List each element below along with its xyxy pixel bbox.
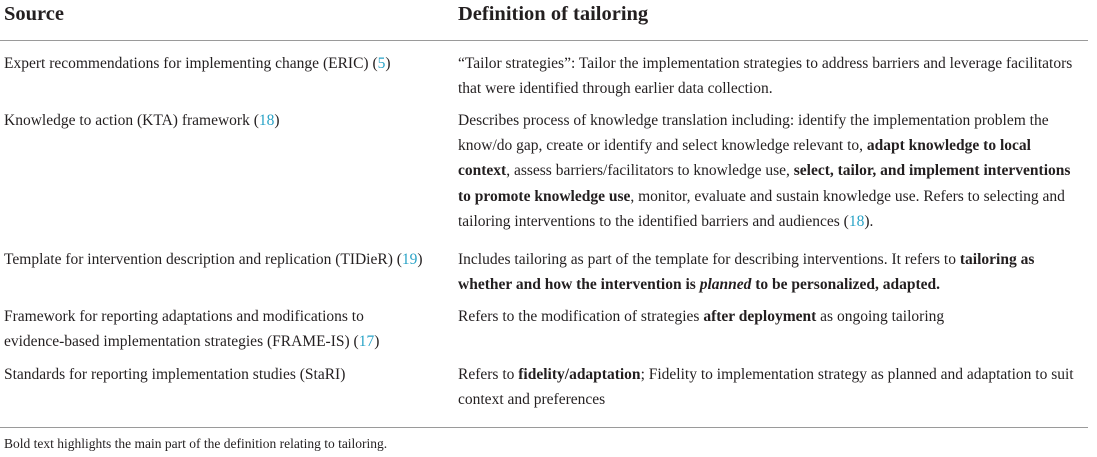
definition-cell xyxy=(458,247,1086,297)
definition-text: Refers to the modification of strategies xyxy=(458,308,704,325)
bold-emphasis: select, tailor, and implement interventions to promote knowledge use xyxy=(458,162,1071,205)
source-cell xyxy=(4,247,444,272)
source-text-end: ) xyxy=(417,251,423,268)
source-text-end: ) xyxy=(374,333,380,351)
definition-cell xyxy=(458,304,1086,329)
bold-emphasis: after deployment xyxy=(703,308,817,325)
source-cell xyxy=(4,108,444,133)
source-text: Standards for reporting implementation studies (StaRI) xyxy=(4,366,346,383)
definition-column-header: Definition of tailoring xyxy=(458,3,649,25)
source-text: Template for intervention description and replication (TIDieR) ( xyxy=(4,251,402,268)
definition-text: , assess barriers/facilitators to knowledge use, xyxy=(506,162,794,180)
bold-emphasis: fidelity/adaptation xyxy=(518,366,641,383)
definition-text: “Tailor strategies”: Tailor the implementation strategies to address barriers and leverage facilitators that were identified through earlier data collection. xyxy=(458,55,1073,98)
definition-cell xyxy=(458,51,1086,101)
definition-cell xyxy=(458,108,1086,234)
definition-text: as ongoing tailoring xyxy=(816,308,945,325)
source-cell xyxy=(4,362,444,387)
definition-text: ). xyxy=(864,212,874,230)
bold-italic-emphasis: planned xyxy=(699,276,752,294)
definition-text: ; Fidelity to implementation strategy as planned and adaptation to suit context and preferences xyxy=(458,366,1074,409)
table-header xyxy=(0,0,1088,41)
reference-link[interactable]: 18 xyxy=(848,212,865,230)
reference-link[interactable]: 18 xyxy=(258,112,275,129)
source-text-end: ) xyxy=(274,112,280,129)
source-text: Knowledge to action (KTA) framework ( xyxy=(4,112,259,129)
source-text-end: ) xyxy=(385,55,391,72)
definition-cell xyxy=(458,362,1086,412)
source-text: Framework for reporting adaptations and modifications to evidence-based implementation strategies (FRAME-IS) ( xyxy=(4,308,364,351)
definition-text: Refers to xyxy=(458,366,519,383)
bold-emphasis: to be personalized, adapted. xyxy=(751,276,940,294)
source-column-header: Source xyxy=(4,3,64,25)
bold-emphasis: adapt knowledge to local context xyxy=(458,137,1031,180)
reference-link[interactable]: 19 xyxy=(401,251,418,268)
bold-emphasis: tailoring as whether and how the intervention is xyxy=(458,251,1035,294)
table-footnote: Bold text highlights the main part of the definition relating to tailoring. xyxy=(4,436,388,451)
source-cell xyxy=(4,51,444,76)
definition-text: Describes process of knowledge translation including: identify the implementation problem the know/do gap, create or identify and select knowledge relevant to, xyxy=(458,112,1049,155)
table-bottom-rule xyxy=(0,427,1088,428)
reference-link[interactable]: 5 xyxy=(377,55,386,72)
source-cell xyxy=(4,304,394,354)
definition-text: Includes tailoring as part of the template for describing interventions. It refers to xyxy=(458,251,960,268)
reference-link[interactable]: 17 xyxy=(358,333,375,351)
definition-text: , monitor, evaluate and sustain knowledge use. Refers to selecting and tailoring interventions to the identified barriers and audiences ( xyxy=(458,187,1065,230)
source-text: Expert recommendations for implementing change (ERIC) ( xyxy=(4,55,378,72)
